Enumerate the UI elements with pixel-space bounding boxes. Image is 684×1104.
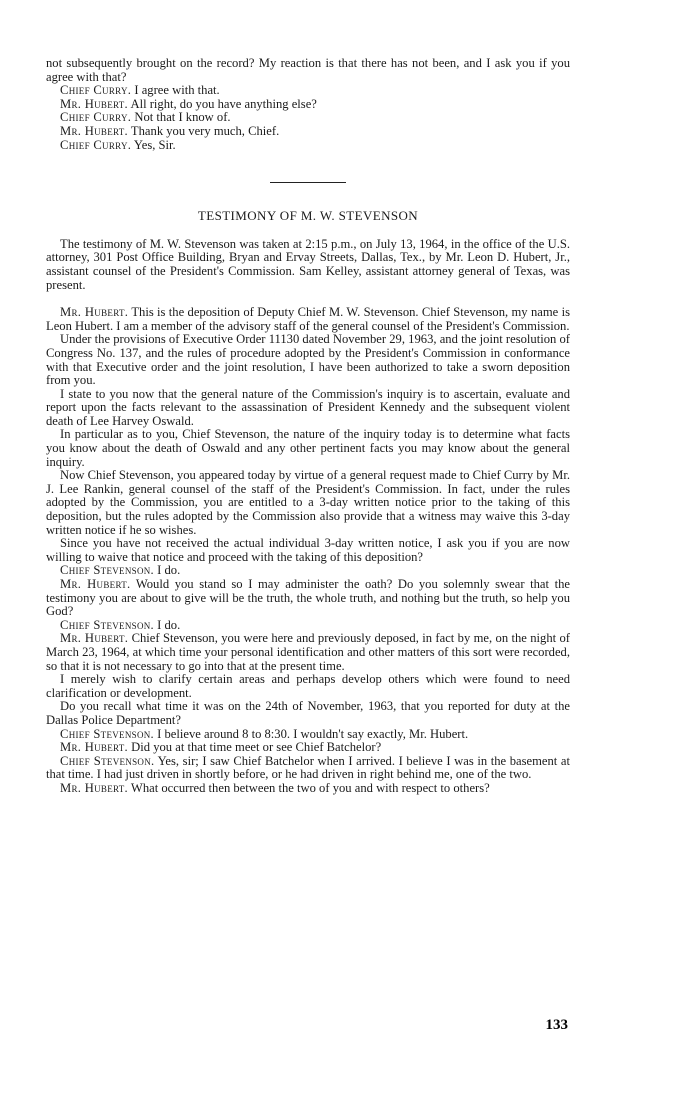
intro-paragraph: The testimony of M. W. Stevenson was taken at 2:15 p.m., on July 13, 1964, in the office of the U.S. attorney, 301 Post Office Building, Bryan and Ervay Streets, Dallas, Tex., by Mr. Leon D. Hubert, Jr., assistant counsel of the President's Commission. Sam Kelley, assistant attorney general of Texas, was present. [46,236,570,292]
paragraph [46,57,570,84]
paragraph [46,306,570,333]
paragraph [46,673,570,700]
speaker-name: Mr. Hubert. [60,123,129,138]
paragraph [46,428,570,469]
paragraph-text: I agree with that. [131,83,220,98]
paragraph [46,700,570,727]
testimony-body [46,306,570,795]
paragraph [46,333,570,387]
paragraph [46,469,570,537]
paragraph-text: Yes, Sir. [131,137,176,152]
speaker-name: Mr. Hubert. [60,740,129,755]
paragraph [46,125,570,139]
paragraph [46,728,570,742]
paragraph-text: Do you recall what time it was on the 24th of November, 1963, that you reported for duty at the Dallas Police Department? [46,699,570,727]
paragraph-text: I merely wish to clarify certain areas and perhaps develop others which were found to need clarification or development. [46,672,570,700]
speaker-name: Chief Curry. [60,137,132,152]
paragraph [46,741,570,755]
page-number: 133 [545,1017,568,1033]
paragraph [46,578,570,619]
paragraph-text: Yes, sir; I saw Chief Batchelor when I arrived. I believe I was in the basement at that time. I had just driven in shortly before, or he had driven in right behind me, one of the two. [46,753,570,782]
paragraph [46,619,570,633]
paragraph-text: I do. [154,617,181,632]
paragraph [46,537,570,564]
speaker-name: Chief Stevenson. [60,753,155,768]
paragraph-text: not subsequently brought on the record? My reaction is that there has not been, and I ask you if you agree with that? [46,56,570,84]
paragraph-text: Would you stand so I may administer the oath? Do you solemnly swear that the testimony you are about to give will be the truth, the whole truth, and nothing but the truth, so help you God? [46,577,570,619]
paragraph-text: Now Chief Stevenson, you appeared today by virtue of a general request made to Chief Curry by Mr. J. Lee Rankin, general counsel of the staff of the President's Commission. In fact, under the rules adopted by the Commission, you are entitled to a 3-day written notice prior to the taking of this deposition, but the rules adopted by the Commission also provide that a witness may waive this 3-day written notice if he so wishes. [46,468,570,537]
paragraph [46,98,570,112]
paragraph [46,84,570,98]
section-divider [270,182,346,183]
testimony-title: TESTIMONY OF M. W. STEVENSON [197,208,419,224]
paragraph-text: In particular as to you, Chief Stevenson, the nature of the inquiry today is to determine what facts you know about the death of Oswald and any other pertinent facts you may know about the general inquiry. [46,427,570,469]
paragraph-text: What occurred then between the two of you and with respect to others? [128,780,490,795]
paragraph-text: I believe around 8 to 8:30. I wouldn't say exactly, Mr. Hubert. [154,726,469,741]
speaker-name: Mr. Hubert. [60,96,129,111]
paragraph [46,782,570,796]
paragraph-text: I do. [154,563,181,578]
speaker-name: Chief Curry. [60,83,132,98]
speaker-name: Mr. Hubert. [60,780,129,795]
page-body [46,57,570,796]
paragraph [46,755,570,782]
paragraph [46,564,570,578]
speaker-name: Chief Curry. [60,110,132,125]
paragraph [46,632,570,673]
paragraph [46,139,570,153]
speaker-name: Chief Stevenson. [60,617,154,632]
speaker-name: Mr. Hubert. [60,305,129,320]
opening-section [46,57,570,152]
speaker-name: Chief Stevenson. [60,563,154,578]
paragraph-text: Since you have not received the actual individual 3-day written notice, I ask you if you are now willing to waive that notice and proceed with the taking of this deposition? [46,536,570,564]
speaker-name: Mr. Hubert. [60,631,129,646]
paragraph-text: Thank you very much, Chief. [128,123,280,138]
paragraph [46,388,570,429]
paragraph-text: Did you at that time meet or see Chief Batchelor? [128,740,382,755]
paragraph-text: Not that I know of. [131,110,231,125]
paragraph-text: Under the provisions of Executive Order 11130 dated November 29, 1963, and the joint resolution of Congress No. 137, and the rules of procedure adopted by the President's Commission in conformance with that Executive order and the joint resolution, I have been authorized to take a sworn deposition from you. [46,332,570,388]
paragraph-text: Chief Stevenson, you were here and previously deposed, in fact by me, on the night of March 23, 1964, at which time your personal identification and other matters of this sort were recorded, so that it is not necessary to go into that at the present time. [46,631,570,673]
speaker-name: Mr. Hubert. [60,577,131,591]
paragraph [46,111,570,125]
paragraph-text: All right, do you have anything else? [128,96,317,111]
paragraph-text: This is the deposition of Deputy Chief M. W. Stevenson. Chief Stevenson, my name is Leon Hubert. I am a member of the advisory staff of the general counsel of the President's Commission. [46,305,570,333]
paragraph-text: I state to you now that the general nature of the Commission's inquiry is to ascertain, evaluate and report upon the facts relevant to the assassination of President Kennedy and the subsequent violent death of Lee Harvey Oswald. [46,386,570,428]
speaker-name: Chief Stevenson. [60,726,154,741]
